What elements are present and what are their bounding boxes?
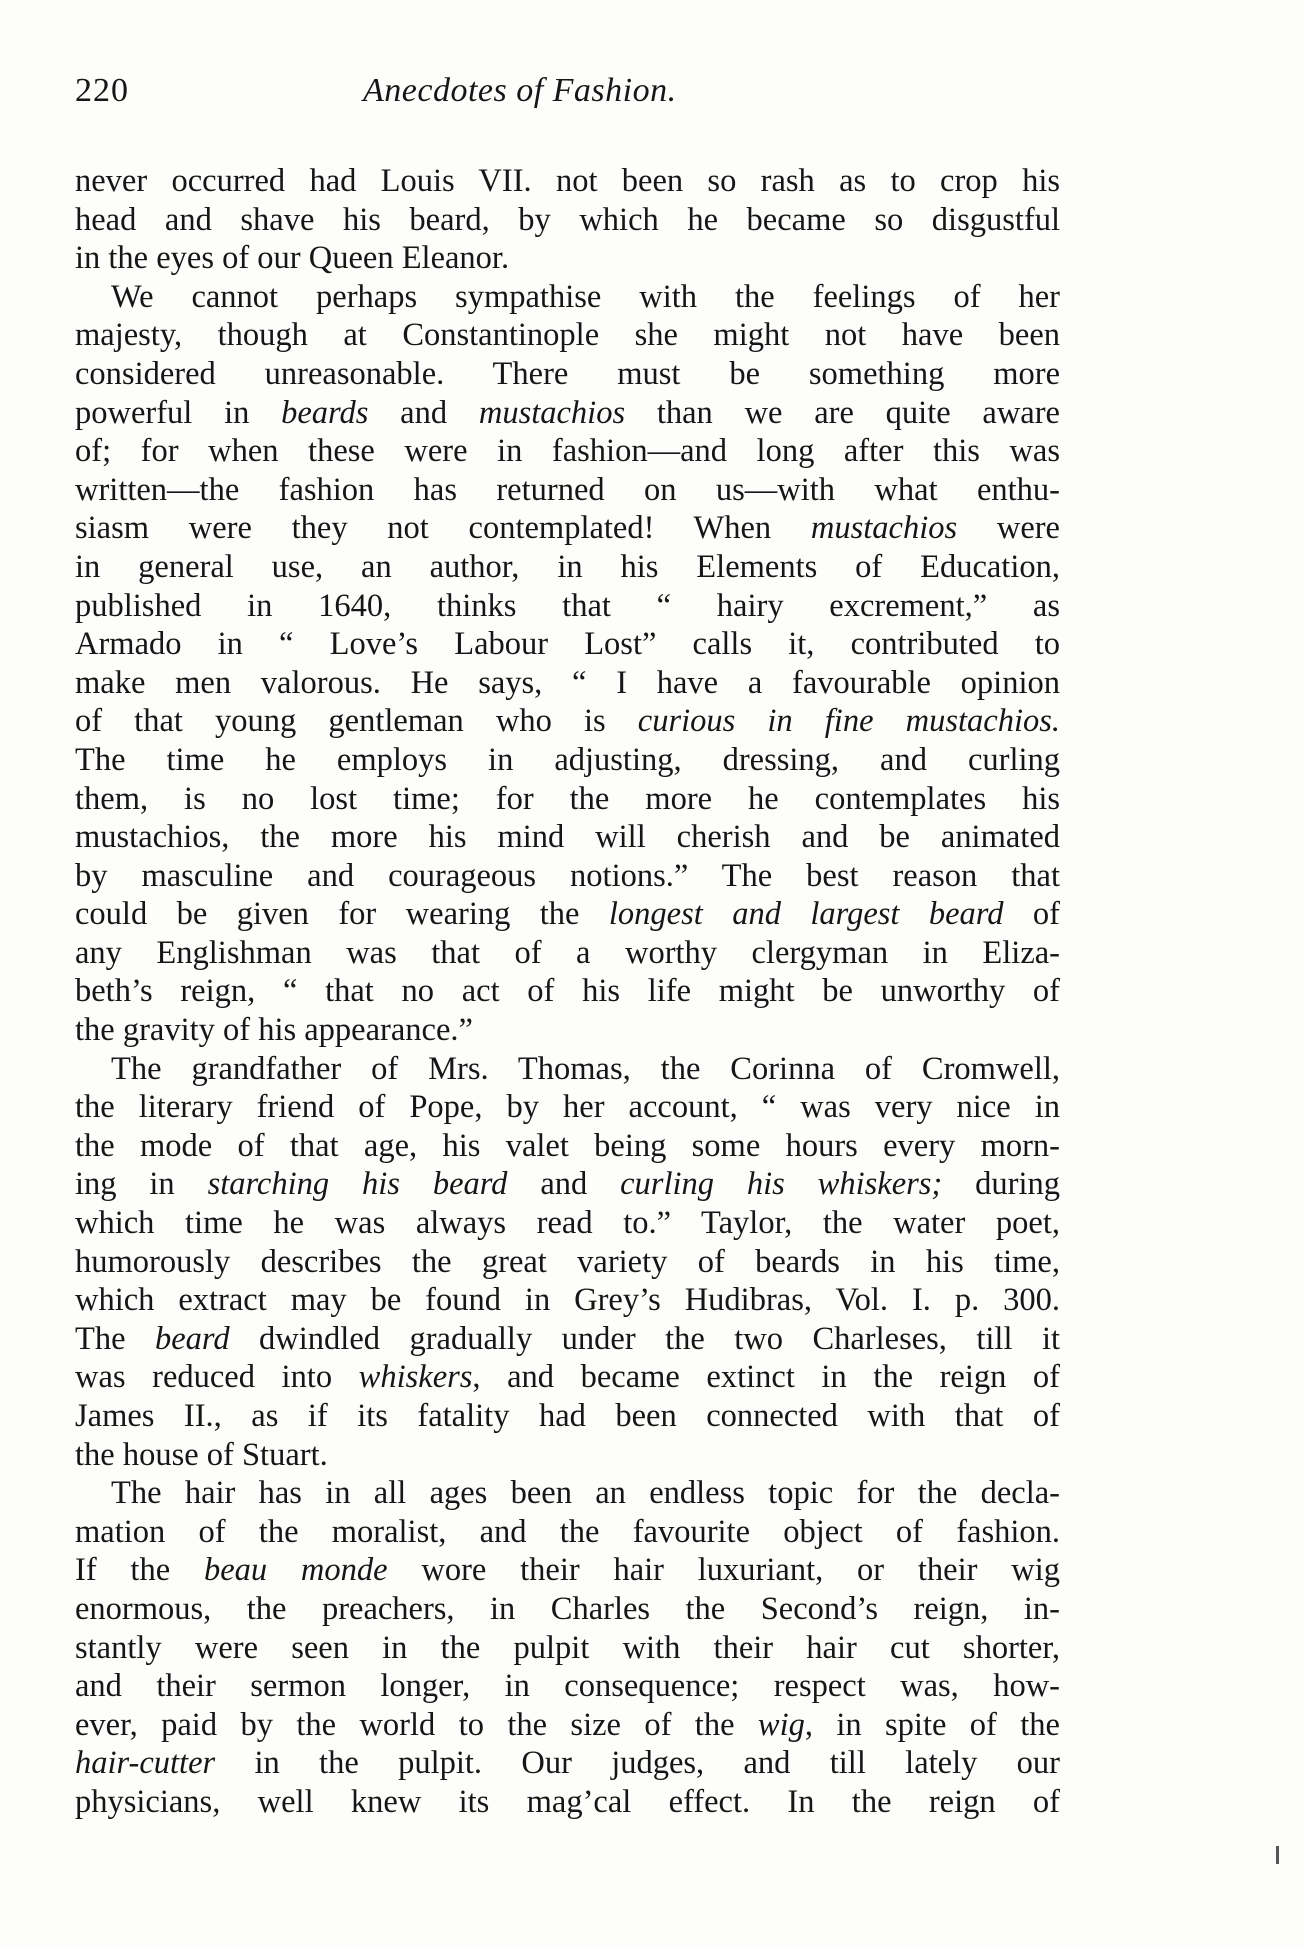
- text-run: could be given for wearing the: [75, 896, 609, 933]
- text-run: beth’s reign, “ that no act of his life might be unworthy of: [75, 973, 1060, 1010]
- text-line: [75, 1127, 1060, 1166]
- text-run: in the pulpit. Our judges, and till lately our: [215, 1745, 1060, 1782]
- italic-run: beard: [154, 1320, 230, 1357]
- text-run: The time he employs in adjusting, dressing, and curling: [75, 741, 1060, 778]
- text-line: [75, 1358, 1060, 1397]
- text-line: [75, 1474, 1060, 1513]
- text-run: of: [1003, 896, 1060, 933]
- paragraph: [75, 162, 1060, 278]
- text-line: [75, 1551, 1060, 1590]
- text-line: [75, 548, 1060, 587]
- text-line: [75, 1011, 1060, 1050]
- text-line: [75, 316, 1060, 355]
- text-line: [75, 1744, 1060, 1783]
- text-run: enormous, the preachers, in Charles the Second’s reign, in-: [75, 1590, 1060, 1627]
- text-line: [75, 1667, 1060, 1706]
- text-line: [75, 1320, 1060, 1359]
- text-line: [75, 741, 1060, 780]
- text-run: The: [75, 1320, 155, 1357]
- italic-run: mustachios: [478, 394, 626, 431]
- paragraph: [75, 278, 1060, 1050]
- text-line: [75, 934, 1060, 973]
- text-line: [75, 355, 1060, 394]
- text-line: [75, 394, 1060, 433]
- paragraph: [75, 1050, 1060, 1475]
- text-line: [75, 509, 1060, 548]
- italic-run: wig: [757, 1706, 805, 1743]
- text-run: than we are quite aware: [625, 394, 1060, 431]
- page-header: [75, 72, 1060, 132]
- text-run: make men valorous. He says, “ I have a favourable opinion: [75, 664, 1060, 701]
- text-line: [75, 818, 1060, 857]
- text-run: The hair has in all ages been an endless topic for the decla-: [111, 1475, 1060, 1512]
- text-run: James II., as if its fatality had been connected with that of: [75, 1398, 1060, 1434]
- text-line: [75, 1629, 1060, 1668]
- text-line: [75, 1783, 1060, 1822]
- text-run: head and shave his beard, by which he became so disgustful: [75, 201, 1060, 238]
- text-line: [75, 1590, 1060, 1629]
- text-run: The grandfather of Mrs. Thomas, the Corinna of Cromwell,: [111, 1050, 1060, 1087]
- italic-run: whiskers: [358, 1359, 473, 1396]
- text-run: siasm were they not contemplated! When: [75, 510, 811, 547]
- text-run: , in spite of the: [804, 1706, 1060, 1743]
- text-run: the house of Stuart.: [75, 1436, 328, 1473]
- text-line: [75, 432, 1060, 471]
- text-line: [75, 201, 1060, 240]
- text-line: [75, 1088, 1060, 1127]
- text-run: published in 1640, thinks that “ hairy excrement,” as: [75, 587, 1060, 624]
- text-run: were: [957, 510, 1060, 547]
- text-run: If the: [75, 1552, 204, 1589]
- text-run: dwindled gradually under the two Charleses, till it: [229, 1320, 1060, 1357]
- text-line: [75, 1397, 1060, 1436]
- text-line: [75, 972, 1060, 1011]
- text-run: in the eyes of our Queen Eleanor.: [75, 240, 510, 277]
- text-run: mustachios, the more his mind will cherish and be animated: [75, 819, 1060, 856]
- text-run: ing in: [75, 1166, 208, 1203]
- text-line: [75, 1436, 1060, 1475]
- text-run: never occurred had Louis VII. not been so rash as to crop his: [75, 163, 1060, 199]
- text-run: We cannot perhaps sympathise with the feelings of her: [111, 278, 1060, 315]
- italic-run: mustachios: [810, 510, 958, 547]
- text-line: [75, 702, 1060, 741]
- text-line: [75, 278, 1060, 317]
- text-line: [75, 239, 1060, 278]
- text-line: [75, 780, 1060, 819]
- text-run: written—the fashion has returned on us—with what enthu-: [75, 471, 1060, 508]
- text-run: and: [507, 1166, 621, 1203]
- running-title: Anecdotes of Fashion.: [363, 72, 677, 109]
- text-line: [75, 471, 1060, 510]
- text-line: [75, 625, 1060, 664]
- text-run: stantly were seen in the pulpit with their hair cut shorter,: [75, 1629, 1060, 1666]
- italic-run: longest and largest beard: [608, 896, 1004, 933]
- text-line: [75, 162, 1060, 201]
- text-run: and their sermon longer, in consequence; respect was, how-: [75, 1668, 1060, 1705]
- text-run: the mode of that age, his valet being some hours every morn-: [75, 1127, 1060, 1164]
- text-run: which time he was always read to.” Taylor, the water poet,: [75, 1205, 1060, 1242]
- italic-run: beau monde: [203, 1552, 388, 1589]
- text-run: considered unreasonable. There must be something more: [75, 355, 1060, 392]
- italic-run: starching his beard: [207, 1166, 508, 1203]
- text-run: any Englishman was that of a worthy clergyman in Eliza-: [75, 934, 1060, 971]
- text-line: [75, 1706, 1060, 1745]
- text-line: [75, 1281, 1060, 1320]
- margin-mark: [1276, 1846, 1279, 1864]
- text-run: , and became extinct in the reign of: [472, 1359, 1060, 1396]
- text-line: [75, 664, 1060, 703]
- text-run: ever, paid by the world to the size of the: [75, 1706, 758, 1743]
- text-line: [75, 895, 1060, 934]
- text-run: of that young gentleman who is: [75, 703, 638, 740]
- text-run: was reduced into: [75, 1359, 359, 1396]
- text-run: mation of the moralist, and the favourite object of fashion.: [75, 1513, 1060, 1550]
- text-run: of; for when these were in fashion—and long after this was: [75, 433, 1060, 470]
- text-line: [75, 1050, 1060, 1089]
- text-run: powerful in: [75, 394, 282, 431]
- text-line: [75, 1513, 1060, 1552]
- text-run: and: [368, 394, 479, 431]
- text-line: [75, 1165, 1060, 1204]
- text-run: majesty, though at Constantinople she might not have been: [75, 317, 1060, 354]
- text-run: wore their hair luxuriant, or their wig: [387, 1552, 1060, 1589]
- body-text: [75, 162, 1060, 1822]
- text-line: [75, 587, 1060, 626]
- italic-run: curious in fine mustachios.: [637, 703, 1060, 740]
- text-run: them, is no lost time; for the more he contemplates his: [75, 780, 1060, 817]
- italic-run: curling his whiskers;: [620, 1166, 943, 1203]
- text-line: [75, 1243, 1060, 1282]
- paragraph: [75, 1474, 1060, 1821]
- text-line: [75, 857, 1060, 896]
- text-line: [75, 1204, 1060, 1243]
- italic-run: hair-cutter: [75, 1745, 216, 1782]
- text-run: physicians, well knew its mag’cal effect. In the reign of: [75, 1783, 1060, 1820]
- text-run: which extract may be found in Grey’s Hudibras, Vol. I. p. 300.: [75, 1282, 1060, 1319]
- text-run: Armado in “ Love’s Labour Lost” calls it, contributed to: [75, 626, 1060, 663]
- text-run: in general use, an author, in his Elements of Education,: [75, 548, 1060, 585]
- text-run: the gravity of his appearance.”: [75, 1012, 473, 1049]
- text-run: during: [942, 1166, 1060, 1203]
- page-number: 220: [75, 72, 129, 109]
- italic-run: beards: [281, 394, 369, 431]
- text-run: humorously describes the great variety of beards in his time,: [75, 1243, 1060, 1280]
- text-run: by masculine and courageous notions.” The best reason that: [75, 857, 1060, 894]
- text-run: the literary friend of Pope, by her account, “ was very nice in: [75, 1089, 1060, 1126]
